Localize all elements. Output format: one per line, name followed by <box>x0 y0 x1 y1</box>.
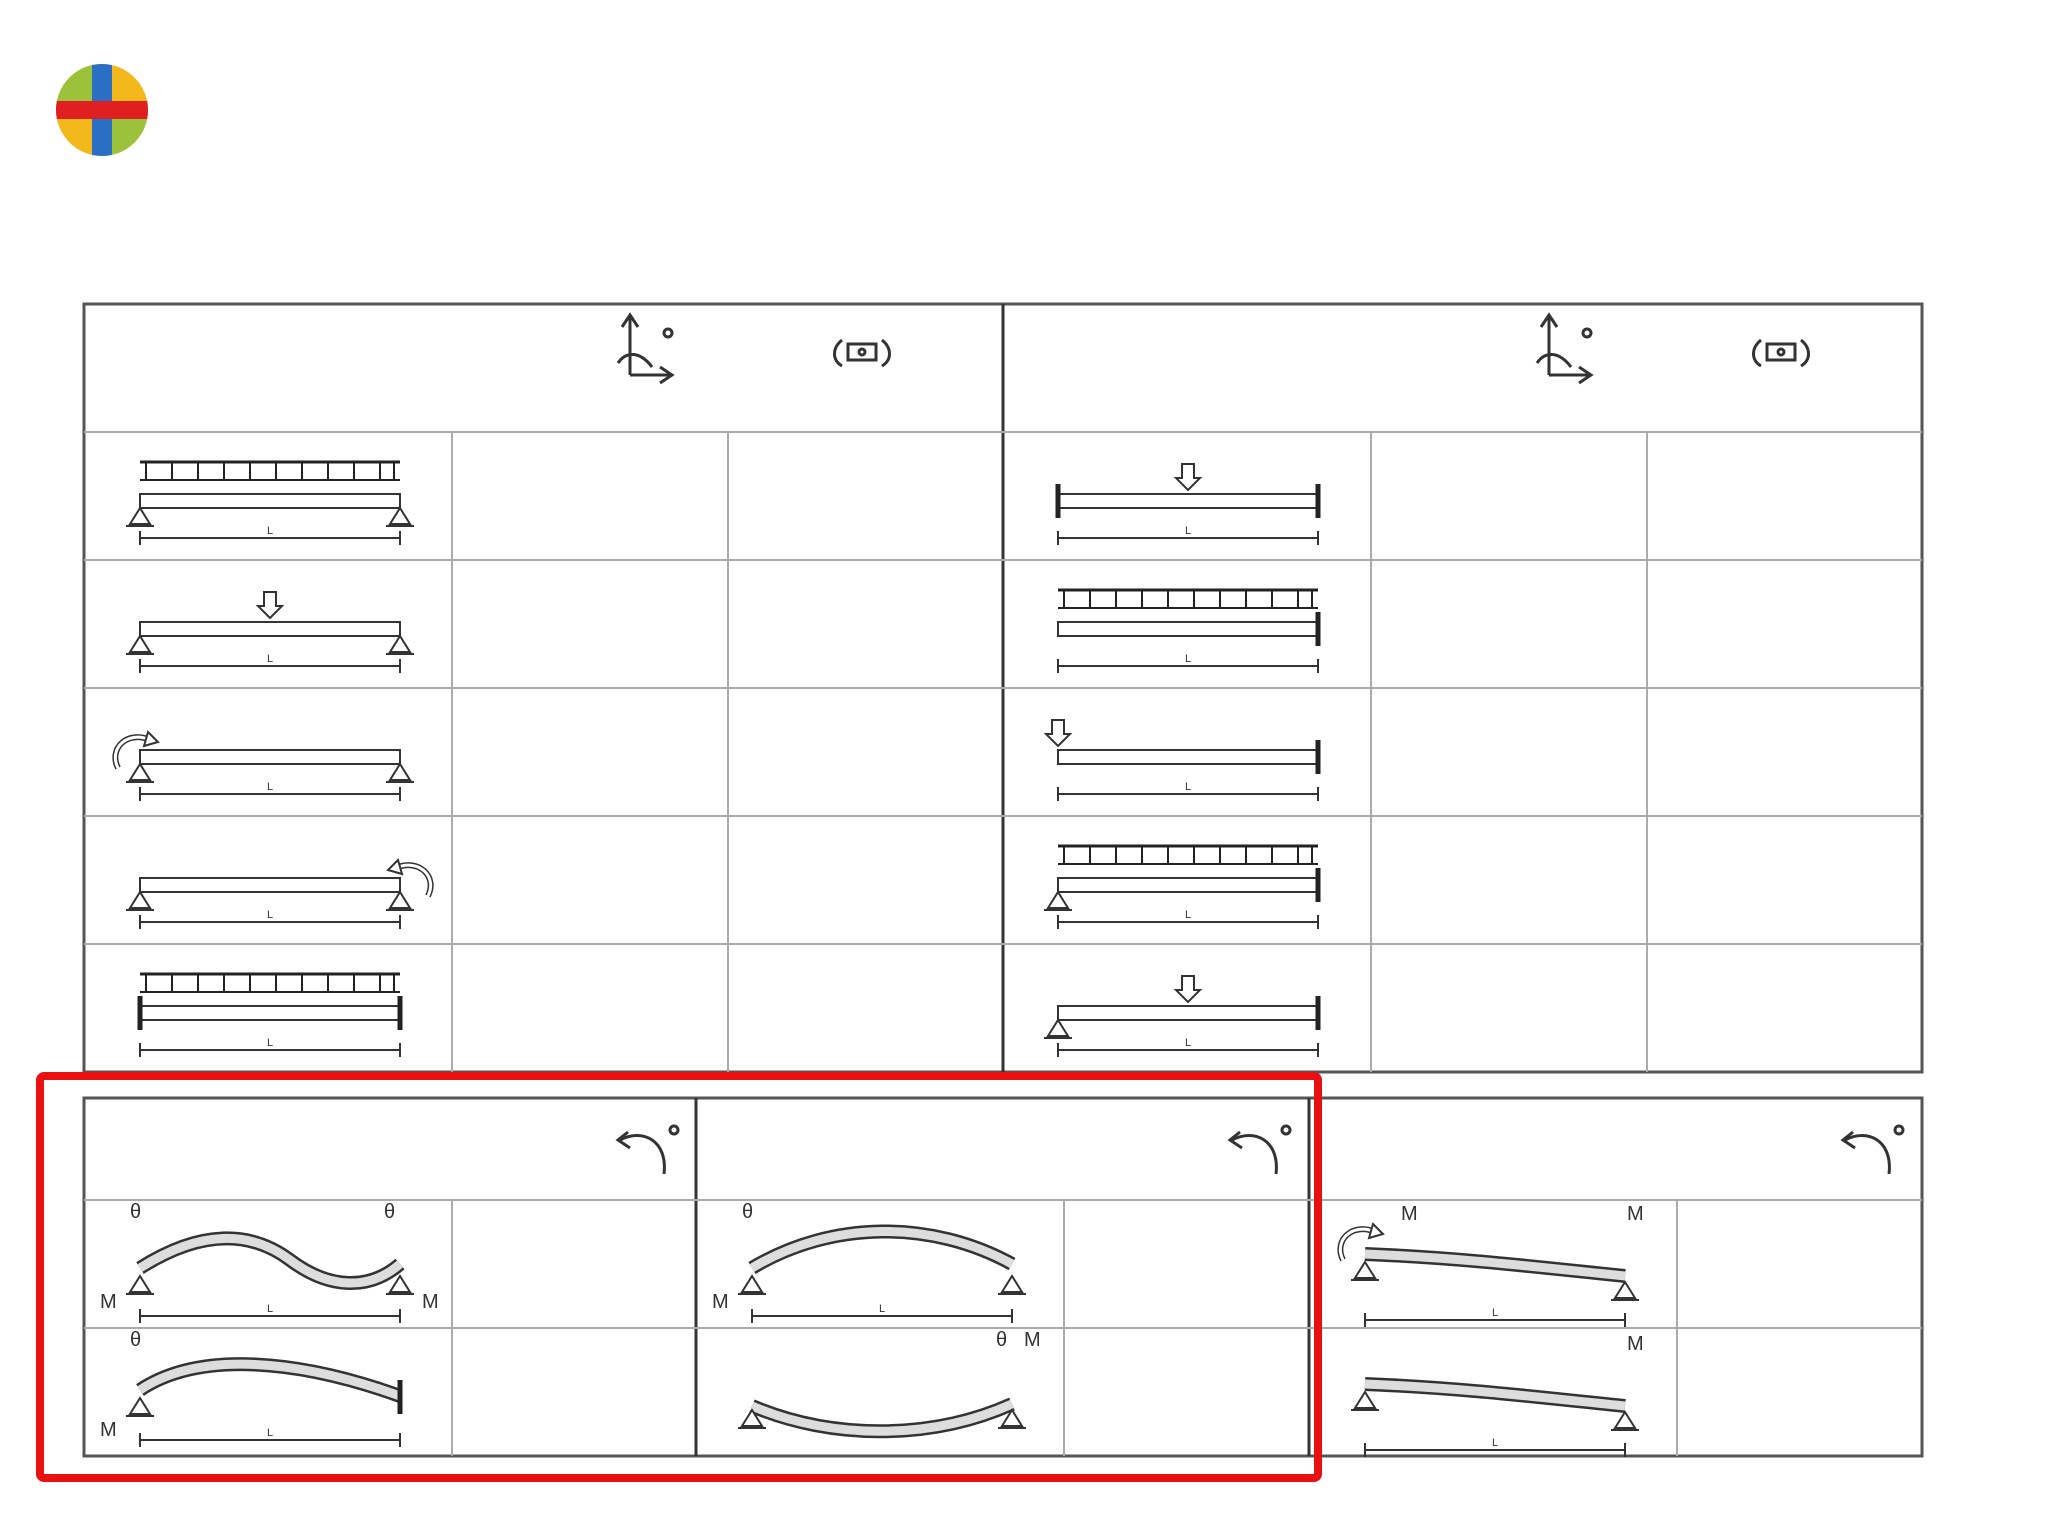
svg-text:θ: θ <box>996 1329 1008 1351</box>
svg-text:M: M <box>1627 1203 1644 1225</box>
svg-text:M: M <box>100 1291 117 1313</box>
svg-text:M: M <box>1627 1333 1644 1355</box>
svg-text:M: M <box>712 1291 729 1313</box>
svg-text:M: M <box>1401 1203 1418 1225</box>
svg-text:θ: θ <box>130 1329 142 1351</box>
bottom-table <box>84 1098 1922 1457</box>
svg-text:M: M <box>100 1419 117 1441</box>
svg-text:M: M <box>1024 1329 1041 1351</box>
svg-text:M: M <box>422 1291 439 1313</box>
top-table <box>84 304 1922 1072</box>
svg-text:θ: θ <box>130 1201 142 1223</box>
svg-text:θ: θ <box>384 1201 396 1223</box>
svg-text:θ: θ <box>742 1201 754 1223</box>
